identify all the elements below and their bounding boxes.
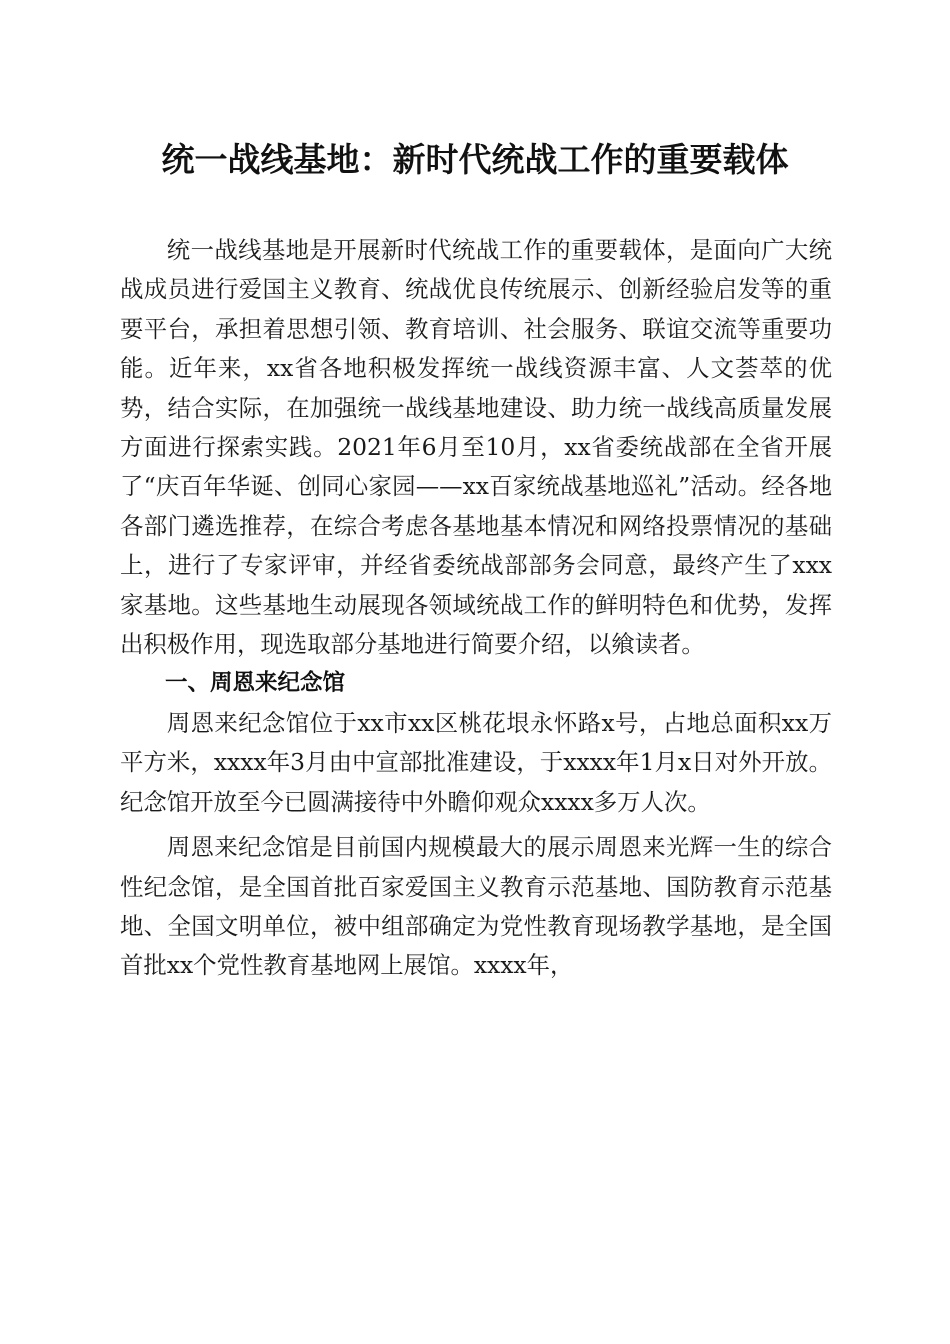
intro-paragraph: 统一战线基地是开展新时代统战工作的重要载体，是面向广大统战成员进行爱国主义教育、统战优良传统展示、创新经验启发等的重要平台，承担着思想引领、教育培训、社会服务、联谊交流等重要功能。近年来，xx省各地积极发挥统一战线资源丰富、人文荟萃的优势，结合实际，在加强统一战线基地建设、助力统一战线高质量发展方面进行探索实践。2021年6月至10月，xx省委统战部在全省开展了“庆百年华诞、创同心家园——xx百家统战基地巡礼”活动。经各地各部门遴选推荐，在综合考虑各基地基本情况和网络投票情况的基础上，进行了专家评审，并经省委统战部部务会同意，最终产生了xxx家基地。这些基地生动展现各领域统战工作的鲜明特色和优势，发挥出积极作用，现选取部分基地进行简要介绍，以飨读者。 [120,236,832,659]
section-heading: 一、周恩来纪念馆 [165,670,346,697]
document-body [120,231,832,986]
document-title: 统一战线基地：新时代统战工作的重要载体 [161,140,789,179]
section-paragraph: 周恩来纪念馆是目前国内规模最大的展示周恩来光辉一生的综合性纪念馆，是全国首批百家爱国主义教育示范基地、国防教育示范基地、全国文明单位，被中组部确定为党性教育现场教学基地，是全国首批xx个党性教育基地网上展馆。xxxx年， [120,833,832,980]
section-paragraph: 周恩来纪念馆位于xx市xx区桃花垠永怀路x号，占地总面积xx万平方米，xxxx年3月由中宣部批准建设，于xxxx年1月x日对外开放。纪念馆开放至今已圆满接待中外瞻仰观众xxxx多万人次。 [120,708,832,816]
